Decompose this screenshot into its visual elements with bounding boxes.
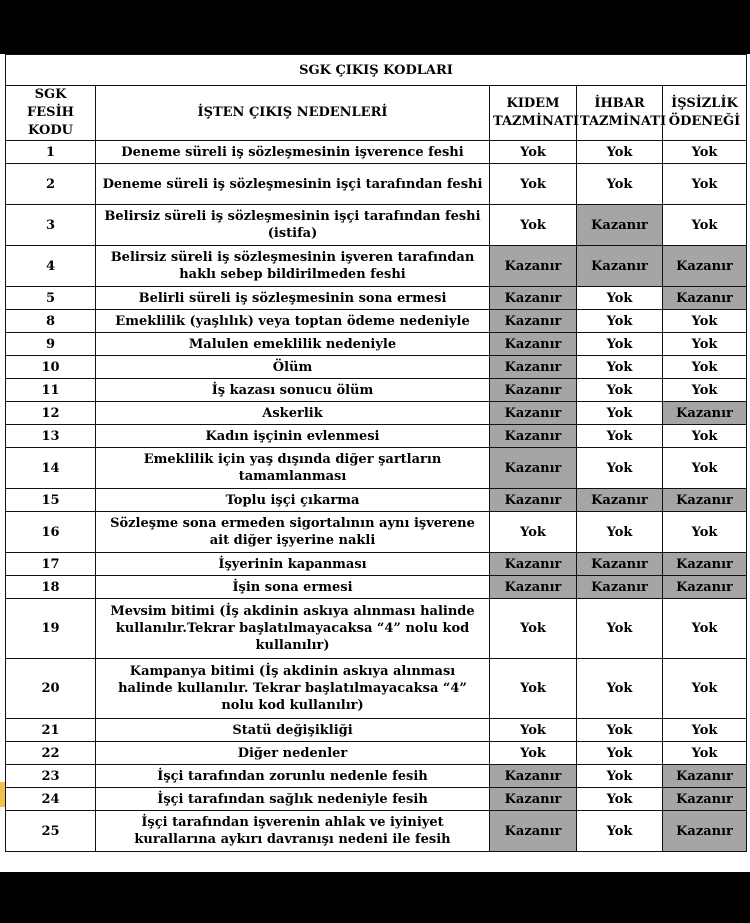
issizlik-cell: Kazanır (663, 788, 747, 811)
reason-cell: Deneme süreli iş sözleşmesinin işçi tarafından feshi (96, 164, 490, 205)
kidem-cell: Kazanır (490, 379, 577, 402)
table-row (6, 765, 747, 788)
kidem-cell: Kazanır (490, 425, 577, 448)
header-ihbar: İHBAR TAZMİNATI (577, 86, 663, 141)
kidem-cell: Kazanır (490, 788, 577, 811)
reason-cell: Belirsiz süreli iş sözleşmesinin işçi tarafından feshi (istifa) (96, 205, 490, 246)
reason-cell: Statü değişikliği (96, 719, 490, 742)
header-code: SGK FESİH KODU (6, 86, 96, 141)
code-cell: 20 (6, 659, 96, 719)
issizlik-cell: Yok (663, 742, 747, 765)
reason-cell: Emeklilik için yaş dışında diğer şartların tamamlanması (96, 448, 490, 489)
ihbar-cell: Yok (577, 788, 663, 811)
ihbar-cell: Yok (577, 719, 663, 742)
reason-cell: Diğer nedenler (96, 742, 490, 765)
ihbar-cell: Kazanır (577, 246, 663, 287)
table-row (6, 425, 747, 448)
issizlik-cell: Yok (663, 512, 747, 553)
kidem-cell: Kazanır (490, 448, 577, 489)
reason-cell: Kadın işçinin evlenmesi (96, 425, 490, 448)
issizlik-cell: Kazanır (663, 489, 747, 512)
header-issizlik: İŞSİZLİK ÖDENEĞİ (663, 86, 747, 141)
code-cell: 1 (6, 141, 96, 164)
ihbar-cell: Yok (577, 512, 663, 553)
issizlik-cell: Yok (663, 379, 747, 402)
issizlik-cell: Kazanır (663, 576, 747, 599)
table-row (6, 599, 747, 659)
ihbar-cell: Yok (577, 402, 663, 425)
ihbar-cell: Kazanır (577, 205, 663, 246)
code-cell: 14 (6, 448, 96, 489)
issizlik-cell: Kazanır (663, 553, 747, 576)
reason-cell: Emeklilik (yaşlılık) veya toptan ödeme nedeniyle (96, 310, 490, 333)
code-cell: 22 (6, 742, 96, 765)
code-cell: 12 (6, 402, 96, 425)
issizlik-cell: Kazanır (663, 765, 747, 788)
issizlik-cell: Yok (663, 356, 747, 379)
issizlik-cell: Yok (663, 141, 747, 164)
issizlik-cell: Yok (663, 205, 747, 246)
header-kidem: KIDEM TAZMİNATI (490, 86, 577, 141)
code-cell: 3 (6, 205, 96, 246)
ihbar-cell: Yok (577, 310, 663, 333)
kidem-cell: Yok (490, 719, 577, 742)
table-row (6, 246, 747, 287)
kidem-cell: Kazanır (490, 576, 577, 599)
reason-cell: Toplu işçi çıkarma (96, 489, 490, 512)
reason-cell: İş kazası sonucu ölüm (96, 379, 490, 402)
issizlik-cell: Kazanır (663, 287, 747, 310)
table-row (6, 205, 747, 246)
table-row (6, 659, 747, 719)
issizlik-cell: Yok (663, 448, 747, 489)
kidem-cell: Kazanır (490, 287, 577, 310)
kidem-cell: Kazanır (490, 553, 577, 576)
reason-cell: Sözleşme sona ermeden sigortalının aynı işverene ait diğer işyerine nakli (96, 512, 490, 553)
ihbar-cell: Yok (577, 811, 663, 852)
sgk-exit-codes-table (5, 54, 747, 852)
reason-cell: Belirli süreli iş sözleşmesinin sona ermesi (96, 287, 490, 310)
reason-cell: Kampanya bitimi (İş akdinin askıya alınması halinde kullanılır. Tekrar başlatılmayacaksa “4” nolu kod kullanılır) (96, 659, 490, 719)
kidem-cell: Kazanır (490, 246, 577, 287)
reason-cell: İşçi tarafından zorunlu nedenle fesih (96, 765, 490, 788)
issizlik-cell: Yok (663, 719, 747, 742)
kidem-cell: Kazanır (490, 356, 577, 379)
code-cell: 10 (6, 356, 96, 379)
reason-cell: İşin sona ermesi (96, 576, 490, 599)
table-row (6, 553, 747, 576)
kidem-cell: Yok (490, 141, 577, 164)
kidem-cell: Yok (490, 742, 577, 765)
table-body (6, 141, 747, 852)
ihbar-cell: Yok (577, 448, 663, 489)
ihbar-cell: Yok (577, 333, 663, 356)
table-row (6, 719, 747, 742)
ihbar-cell: Kazanır (577, 489, 663, 512)
reason-cell: Ölüm (96, 356, 490, 379)
table-row (6, 333, 747, 356)
reason-cell: Malulen emeklilik nedeniyle (96, 333, 490, 356)
ihbar-cell: Yok (577, 765, 663, 788)
reason-cell: Deneme süreli iş sözleşmesinin işverence feshi (96, 141, 490, 164)
code-cell: 4 (6, 246, 96, 287)
spreadsheet-sheet (0, 54, 750, 872)
kidem-cell: Kazanır (490, 765, 577, 788)
reason-cell: İşçi tarafından işverenin ahlak ve iyiniyet kurallarına aykırı davranışı nedeni ile fesih (96, 811, 490, 852)
code-cell: 2 (6, 164, 96, 205)
table-row (6, 402, 747, 425)
code-cell: 21 (6, 719, 96, 742)
reason-cell: Mevsim bitimi (İş akdinin askıya alınması halinde kullanılır.Tekrar başlatılmayacaksa “4” nolu kod kullanılır) (96, 599, 490, 659)
reason-cell: İşçi tarafından sağlık nedeniyle fesih (96, 788, 490, 811)
kidem-cell: Yok (490, 205, 577, 246)
issizlik-cell: Yok (663, 425, 747, 448)
code-cell: 11 (6, 379, 96, 402)
ihbar-cell: Yok (577, 742, 663, 765)
table-row (6, 310, 747, 333)
table-row (6, 356, 747, 379)
code-cell: 5 (6, 287, 96, 310)
code-cell: 23 (6, 765, 96, 788)
table-row (6, 811, 747, 852)
issizlik-cell: Yok (663, 599, 747, 659)
ihbar-cell: Kazanır (577, 576, 663, 599)
kidem-cell: Yok (490, 599, 577, 659)
ihbar-cell: Yok (577, 356, 663, 379)
table-row (6, 512, 747, 553)
kidem-cell: Kazanır (490, 811, 577, 852)
code-cell: 19 (6, 599, 96, 659)
issizlik-cell: Yok (663, 333, 747, 356)
kidem-cell: Kazanır (490, 489, 577, 512)
code-cell: 8 (6, 310, 96, 333)
code-cell: 13 (6, 425, 96, 448)
issizlik-cell: Kazanır (663, 402, 747, 425)
table-row (6, 141, 747, 164)
issizlik-cell: Yok (663, 659, 747, 719)
kidem-cell: Yok (490, 659, 577, 719)
table-row (6, 379, 747, 402)
code-cell: 15 (6, 489, 96, 512)
ihbar-cell: Yok (577, 379, 663, 402)
issizlik-cell: Yok (663, 164, 747, 205)
table-row (6, 576, 747, 599)
ihbar-cell: Yok (577, 599, 663, 659)
issizlik-cell: Kazanır (663, 246, 747, 287)
code-cell: 24 (6, 788, 96, 811)
ihbar-cell: Yok (577, 425, 663, 448)
table-row (6, 164, 747, 205)
table-title: SGK ÇIKIŞ KODLARI (6, 55, 747, 86)
ihbar-cell: Yok (577, 659, 663, 719)
reason-cell: İşyerinin kapanması (96, 553, 490, 576)
table-row (6, 489, 747, 512)
ihbar-cell: Yok (577, 287, 663, 310)
kidem-cell: Kazanır (490, 402, 577, 425)
code-cell: 16 (6, 512, 96, 553)
code-cell: 9 (6, 333, 96, 356)
ihbar-cell: Yok (577, 164, 663, 205)
ihbar-cell: Kazanır (577, 553, 663, 576)
kidem-cell: Yok (490, 164, 577, 205)
table-row (6, 742, 747, 765)
reason-cell: Belirsiz süreli iş sözleşmesinin işveren tarafından haklı sebep bildirilmeden feshi (96, 246, 490, 287)
header-reason: İŞTEN ÇIKIŞ NEDENLERİ (96, 86, 490, 141)
issizlik-cell: Kazanır (663, 811, 747, 852)
issizlik-cell: Yok (663, 310, 747, 333)
table-row (6, 448, 747, 489)
code-cell: 18 (6, 576, 96, 599)
kidem-cell: Kazanır (490, 333, 577, 356)
code-cell: 17 (6, 553, 96, 576)
code-cell: 25 (6, 811, 96, 852)
table-row (6, 287, 747, 310)
reason-cell: Askerlik (96, 402, 490, 425)
ihbar-cell: Yok (577, 141, 663, 164)
table-row (6, 788, 747, 811)
kidem-cell: Yok (490, 512, 577, 553)
kidem-cell: Kazanır (490, 310, 577, 333)
